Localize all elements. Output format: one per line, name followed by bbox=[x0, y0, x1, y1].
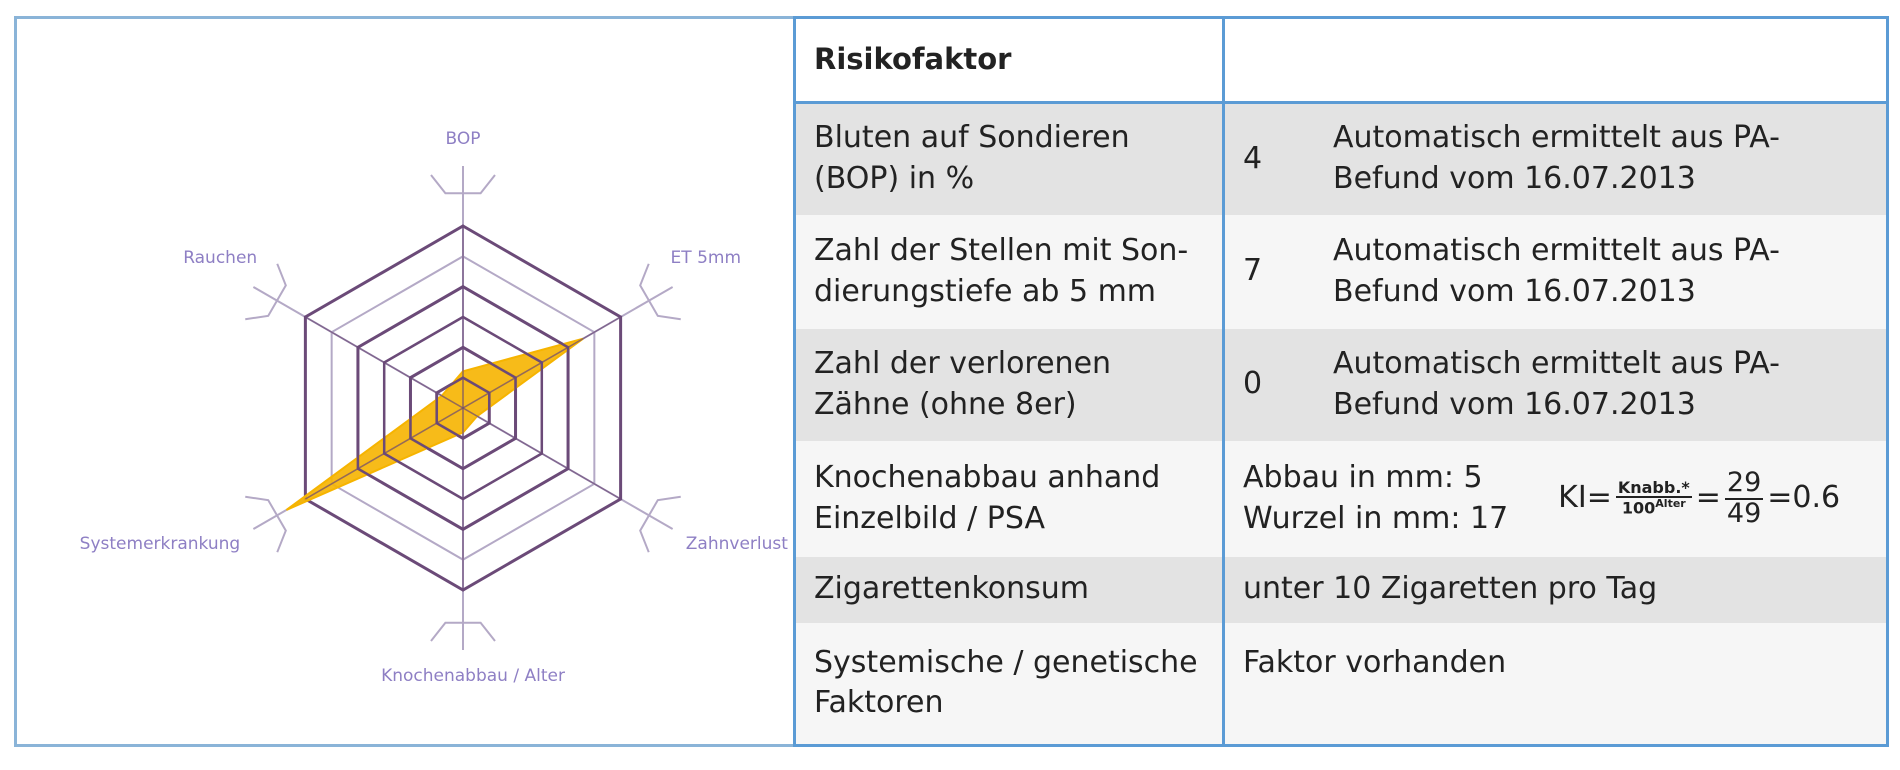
figure-frame bbox=[14, 16, 1886, 747]
ki-formula: KI = $\frac{\text{Knabb.*}}{100^{Alter}}$ = $\frac{29}{49}$ = 0.6 bbox=[1558, 467, 1841, 529]
radar-axis-label: Knochenabbau / Alter bbox=[381, 666, 565, 686]
table-row bbox=[795, 215, 1888, 329]
row-label: Zahl der Stellen mit Sondierungstiefe ab 5 mm bbox=[795, 215, 1224, 329]
row-value: 4 bbox=[1243, 140, 1263, 176]
radar-axis-bracket bbox=[245, 264, 286, 319]
radar-axis-label: ET 5mm bbox=[670, 248, 742, 269]
row-note: Automatisch ermittelt aus PA-Befund vom 16.07.2013 bbox=[1333, 232, 1780, 309]
row-label: Bluten auf Sondieren (BOP) in % bbox=[795, 103, 1224, 215]
risk-radar-chart bbox=[17, 19, 795, 744]
row-label: Systemische / genetische Faktoren bbox=[795, 623, 1224, 746]
row-label: Zahl der verlorenen Zähne (ohne 8er) bbox=[795, 329, 1224, 441]
wurzel-value: Wurzel in mm: 17 bbox=[1243, 500, 1509, 536]
formula-frac1-den: 100 bbox=[1621, 498, 1656, 518]
formula-frac1-num: Knabb.* bbox=[1617, 477, 1690, 497]
formula-result: 0.6 bbox=[1792, 480, 1841, 516]
header-value bbox=[1224, 18, 1888, 103]
row-value: Faktor vorhanden bbox=[1224, 623, 1888, 746]
formula-frac1-sup: Alter bbox=[1655, 497, 1686, 511]
row-label: Zigarettenkonsum bbox=[795, 557, 1224, 623]
table-row bbox=[795, 441, 1888, 557]
abbau-value: Abbau in mm: 5 bbox=[1243, 459, 1483, 495]
table-row bbox=[795, 557, 1888, 623]
row-label: Knochenabbau anhand Einzelbild / PSA bbox=[795, 441, 1224, 557]
row-note: Automatisch ermittelt aus PA-Befund vom 16.07.2013 bbox=[1333, 120, 1780, 197]
table-row bbox=[795, 329, 1888, 441]
radar-axis-label: BOP bbox=[445, 129, 481, 150]
formula-ki: KI bbox=[1558, 480, 1587, 516]
formula-frac2-den: 49 bbox=[1726, 497, 1762, 529]
row-note: Automatisch ermittelt aus PA-Befund vom 16.07.2013 bbox=[1333, 345, 1780, 422]
radar-axis-label: Zahnverlust bbox=[685, 533, 788, 554]
radar-axis-label: Rauchen bbox=[183, 248, 258, 269]
row-value: 0 bbox=[1243, 366, 1263, 402]
table-row bbox=[795, 103, 1888, 215]
radar-axis-label: Systemerkrankung bbox=[79, 533, 241, 554]
radar-axis-bracket bbox=[640, 497, 681, 552]
table-row bbox=[795, 623, 1888, 746]
risk-factor-table bbox=[793, 16, 1889, 747]
table-header-row bbox=[795, 18, 1888, 103]
radar-axis-bracket bbox=[640, 264, 681, 319]
row-value: 7 bbox=[1243, 253, 1263, 289]
header-risikofaktor: Risikofaktor bbox=[795, 18, 1224, 103]
radar-svg bbox=[17, 19, 795, 744]
radar-axis-bracket bbox=[245, 497, 286, 552]
row-value: unter 10 Zigaretten pro Tag bbox=[1224, 557, 1888, 623]
formula-frac2-num: 29 bbox=[1726, 467, 1762, 499]
